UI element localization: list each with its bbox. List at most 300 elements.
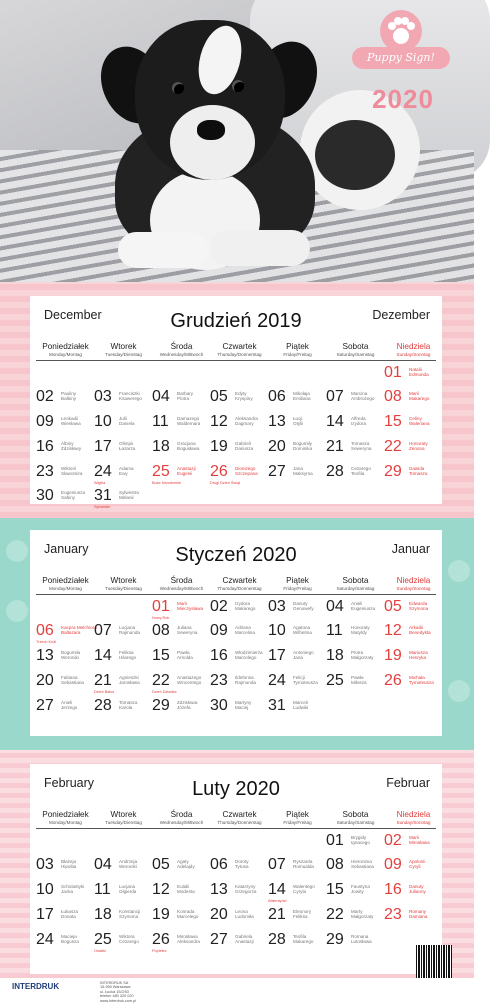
nameday-names bbox=[293, 441, 312, 452]
nameday-name: Karola bbox=[119, 705, 133, 711]
nameday-name: Honoraty bbox=[351, 625, 370, 630]
nameday-name: Sabiny bbox=[61, 495, 76, 501]
nameday-name: Edyty bbox=[235, 391, 247, 396]
nameday-names bbox=[293, 601, 314, 612]
nameday-name: Doroty bbox=[235, 859, 249, 864]
nameday-name: Józefa bbox=[177, 705, 191, 711]
day-number: 21 bbox=[94, 672, 112, 689]
publisher-line: www.interdruk.com.pl bbox=[100, 998, 137, 1003]
nameday-name: Gabriela bbox=[235, 934, 253, 939]
day-number: 16 bbox=[36, 438, 54, 455]
weekday-name-english-german: Saturday/Samstag bbox=[336, 352, 375, 357]
day-number: 22 bbox=[326, 906, 344, 923]
weekday-header bbox=[152, 810, 211, 825]
publisher-logo: INTERDRUK bbox=[12, 982, 60, 991]
nameday-names bbox=[351, 625, 370, 636]
day-number: 15 bbox=[384, 413, 402, 430]
day-cell bbox=[326, 388, 385, 413]
day-cell bbox=[384, 413, 443, 438]
weekday-name-polish: Czwartek bbox=[222, 342, 257, 351]
nameday-names bbox=[351, 675, 367, 686]
nameday-name: Matyldy bbox=[351, 630, 367, 636]
day-cell bbox=[268, 931, 327, 956]
nameday-name: Gabrieli bbox=[235, 441, 251, 446]
nameday-name: Marii bbox=[409, 391, 419, 396]
day-number: 23 bbox=[210, 672, 228, 689]
month-label-german: Dezember bbox=[372, 308, 430, 322]
day-number: 01 bbox=[326, 832, 344, 849]
nameday-names bbox=[235, 625, 255, 636]
day-number: 10 bbox=[94, 413, 112, 430]
nameday-name: Ksawerego bbox=[119, 396, 142, 402]
day-cell bbox=[210, 881, 269, 906]
nameday-name: Gracjana bbox=[177, 441, 196, 446]
day-number: 17 bbox=[36, 906, 54, 923]
weekday-header bbox=[210, 576, 269, 591]
day-number: 04 bbox=[94, 856, 112, 873]
day-number: 23 bbox=[384, 906, 402, 923]
nameday-name: Eulalii bbox=[177, 884, 190, 889]
month-title: Grudzień 2019 bbox=[170, 310, 302, 332]
day-number: 04 bbox=[326, 598, 344, 615]
weekday-header bbox=[152, 576, 211, 591]
puppy-eye-right bbox=[232, 80, 244, 92]
day-number: 26 bbox=[384, 672, 402, 689]
paw-print-decoration bbox=[448, 680, 470, 702]
nameday-name: Piotra bbox=[351, 650, 364, 655]
nameday-name: Ignacego bbox=[351, 840, 370, 846]
nameday-name: Marii bbox=[409, 835, 419, 840]
weekday-header bbox=[384, 810, 443, 825]
nameday-name: Jerzego bbox=[61, 705, 78, 711]
nameday-names bbox=[409, 367, 429, 378]
day-cell bbox=[268, 463, 327, 488]
nameday-name: Michała bbox=[409, 675, 425, 680]
nameday-names bbox=[293, 416, 303, 427]
nameday-name: Anastazji bbox=[177, 466, 196, 471]
nameday-names bbox=[177, 625, 197, 636]
weekday-name-english-german: Monday/Montag bbox=[49, 586, 82, 591]
weekday-header bbox=[326, 342, 385, 357]
nameday-name: Grzegorza bbox=[235, 889, 257, 895]
day-cell bbox=[152, 906, 211, 931]
nameday-name: Ambrożego bbox=[351, 396, 375, 402]
nameday-name: Antoniego bbox=[293, 650, 314, 655]
weekday-name-polish: Czwartek bbox=[222, 810, 257, 819]
nameday-name: Lucjana bbox=[119, 884, 136, 889]
nameday-name: Olgierda bbox=[119, 889, 137, 895]
day-number: 20 bbox=[36, 672, 54, 689]
day-number: 10 bbox=[36, 881, 54, 898]
year-label: 2020 bbox=[372, 84, 434, 114]
nameday-name: Marceli bbox=[293, 700, 308, 705]
nameday-names bbox=[409, 675, 434, 686]
day-cell bbox=[152, 931, 211, 956]
month-label-english: February bbox=[44, 776, 95, 790]
nameday-name: Jacka bbox=[61, 889, 74, 895]
puppy-photo bbox=[0, 0, 474, 282]
nameday-name: Zenona bbox=[409, 446, 425, 452]
day-cell bbox=[210, 438, 269, 463]
nameday-names bbox=[293, 909, 311, 920]
nameday-name: Arnolda bbox=[177, 655, 193, 661]
weekday-header bbox=[384, 342, 443, 357]
day-cell bbox=[36, 647, 95, 672]
day-cell bbox=[94, 622, 153, 647]
weekday-name-polish: Poniedziałek bbox=[42, 810, 89, 819]
day-cell bbox=[94, 463, 153, 488]
weekday-name-english-german: Saturday/Samstag bbox=[336, 820, 375, 825]
nameday-names bbox=[119, 675, 140, 686]
logo-text: Puppy Sign! bbox=[352, 47, 450, 69]
weekday-name-polish: Środa bbox=[170, 576, 193, 585]
nameday-names bbox=[61, 934, 79, 945]
nameday-names bbox=[293, 884, 315, 895]
day-number: 17 bbox=[268, 647, 286, 664]
nameday-names bbox=[61, 416, 81, 427]
day-number: 26 bbox=[210, 463, 228, 480]
day-cell bbox=[94, 697, 153, 722]
day-number: 31 bbox=[94, 487, 112, 504]
day-cell bbox=[268, 672, 327, 697]
day-cell bbox=[152, 622, 211, 647]
nameday-name: Agaty bbox=[177, 859, 189, 864]
footer bbox=[0, 978, 474, 1003]
nameday-names bbox=[235, 909, 254, 920]
weekday-name-english-german: Sunday/Sonntag bbox=[396, 586, 431, 591]
weekday-name-polish: Poniedziałek bbox=[42, 342, 89, 351]
nameday-name: Natalii bbox=[409, 367, 422, 372]
weekday-name-polish: Wtorek bbox=[110, 810, 137, 819]
weekday-header bbox=[152, 342, 211, 357]
month-label-german: Januar bbox=[391, 542, 430, 556]
nameday-name: Weroniki bbox=[61, 655, 79, 661]
day-number: 07 bbox=[326, 388, 344, 405]
nameday-name: Benedykta bbox=[409, 630, 431, 636]
day-cell bbox=[326, 438, 385, 463]
nameday-name: Zdzisława bbox=[177, 700, 198, 705]
day-cell bbox=[326, 647, 385, 672]
day-number: 17 bbox=[94, 438, 112, 455]
weekday-header bbox=[326, 810, 385, 825]
nameday-names bbox=[293, 625, 312, 636]
nameday-name: Łucji bbox=[293, 416, 303, 421]
day-cell bbox=[94, 881, 153, 906]
weekday-header bbox=[210, 810, 269, 825]
day-cell bbox=[210, 622, 269, 647]
nameday-name: Lutosława bbox=[351, 939, 372, 945]
nameday-name: Maksyma bbox=[293, 471, 313, 477]
weekday-name-polish: Niedziela bbox=[396, 810, 431, 819]
nameday-name: Wiktorii bbox=[61, 466, 77, 471]
weekday-name-english-german: Monday/Montag bbox=[49, 352, 82, 357]
day-cell bbox=[384, 622, 443, 647]
nameday-name: Wiktora bbox=[119, 934, 135, 939]
nameday-name: Kryspiny bbox=[235, 396, 253, 402]
nameday-name: Teofila bbox=[351, 471, 365, 477]
nameday-name: Katarzyny bbox=[235, 884, 256, 889]
nameday-names bbox=[351, 835, 370, 846]
nameday-name: Baltazara bbox=[61, 630, 81, 636]
day-cell bbox=[36, 413, 95, 438]
day-cell bbox=[384, 906, 443, 931]
day-cell bbox=[210, 931, 269, 956]
nameday-name: Bogusława bbox=[177, 446, 200, 452]
day-number: 12 bbox=[210, 413, 228, 430]
nameday-name: Sylwestra bbox=[119, 490, 139, 495]
month-title: Styczeń 2020 bbox=[175, 544, 297, 566]
weekday-name-english-german: Wednesday/Mittwoch bbox=[159, 586, 204, 591]
day-number: 28 bbox=[268, 931, 286, 948]
weekday-name-english-german: Wednesday/Mittwoch bbox=[159, 820, 204, 825]
day-cell bbox=[210, 856, 269, 881]
day-cell bbox=[152, 647, 211, 672]
nameday-name: Tymoteusza bbox=[293, 680, 318, 686]
nameday-name: Leona bbox=[235, 909, 248, 914]
nameday-names bbox=[293, 650, 314, 661]
nameday-name: Scholastyki bbox=[61, 884, 85, 889]
day-number: 30 bbox=[210, 697, 228, 714]
nameday-name: Jana bbox=[293, 655, 303, 661]
nameday-name: Albiny bbox=[61, 441, 74, 446]
day-cell bbox=[384, 598, 443, 623]
nameday-name: Marcelego bbox=[235, 655, 257, 661]
month-card-february bbox=[30, 764, 442, 974]
day-number: 25 bbox=[152, 463, 170, 480]
nameday-name: Kacpra Melchiora bbox=[61, 625, 97, 630]
day-cell bbox=[36, 487, 95, 512]
day-number: 08 bbox=[384, 388, 402, 405]
day-cell bbox=[94, 906, 153, 931]
nameday-name: Julianny bbox=[409, 889, 426, 895]
nameday-name: Mieczysława bbox=[177, 606, 204, 612]
nameday-name: Lucjana bbox=[119, 625, 136, 630]
weekday-header bbox=[36, 576, 95, 591]
day-number: 08 bbox=[152, 622, 170, 639]
nameday-name: Julii bbox=[119, 416, 127, 421]
nameday-name: Romualda bbox=[293, 864, 314, 870]
day-cell bbox=[152, 598, 211, 623]
holiday-label: Dzień Dziadka bbox=[152, 690, 177, 694]
nameday-name: Adriana bbox=[235, 625, 251, 630]
nameday-name: Marcina bbox=[351, 391, 368, 396]
day-cell bbox=[384, 463, 443, 488]
nameday-names bbox=[177, 675, 201, 686]
weekday-name-english-german: Wednesday/Mittwoch bbox=[159, 352, 204, 357]
month-card-january bbox=[30, 530, 442, 736]
nameday-name: Danuty bbox=[293, 601, 308, 606]
day-number: 09 bbox=[384, 856, 402, 873]
nameday-name: Tomasza bbox=[351, 441, 370, 446]
day-number: 05 bbox=[152, 856, 170, 873]
nameday-names bbox=[409, 909, 427, 920]
nameday-name: Otylii bbox=[293, 421, 304, 427]
holiday-label: Nowy Rok bbox=[152, 616, 170, 620]
day-number: 16 bbox=[384, 881, 402, 898]
nameday-name: Szymona bbox=[409, 606, 429, 612]
weekday-name-polish: Niedziela bbox=[396, 342, 431, 351]
nameday-name: Eleonory bbox=[293, 909, 312, 914]
nameday-names bbox=[409, 650, 428, 661]
nameday-name: Anieli bbox=[61, 700, 73, 705]
day-number: 03 bbox=[36, 856, 54, 873]
nameday-names bbox=[177, 909, 198, 920]
publisher-line: ul. Łucka 15/2/53 bbox=[100, 989, 129, 994]
day-cell bbox=[384, 856, 443, 881]
nameday-name: Marcelina bbox=[235, 630, 255, 636]
nameday-name: Ewy bbox=[119, 471, 128, 477]
day-number: 21 bbox=[326, 438, 344, 455]
holiday-label: Trzech Króli bbox=[36, 640, 57, 644]
nameday-name: Rajmunda bbox=[235, 680, 256, 686]
nameday-name: Małgorzaty bbox=[351, 655, 374, 661]
nameday-name: Aleksandra bbox=[235, 416, 258, 421]
nameday-name: Eugenii bbox=[177, 471, 193, 477]
day-number: 09 bbox=[210, 622, 228, 639]
nameday-names bbox=[351, 909, 373, 920]
day-cell bbox=[268, 647, 327, 672]
nameday-names bbox=[61, 909, 78, 920]
day-cell bbox=[268, 388, 327, 413]
puppy-muzzle bbox=[170, 105, 255, 180]
nameday-names bbox=[235, 884, 256, 895]
nameday-name: Piotra bbox=[177, 396, 190, 402]
nameday-names bbox=[61, 700, 77, 711]
nameday-names bbox=[61, 441, 81, 452]
day-cell bbox=[36, 622, 95, 647]
day-number: 20 bbox=[210, 906, 228, 923]
weekday-divider bbox=[36, 360, 436, 361]
day-number: 13 bbox=[36, 647, 54, 664]
holiday-label: Popielec bbox=[152, 949, 167, 953]
nameday-name: Pauliny bbox=[61, 391, 77, 396]
nameday-name: Hipolita bbox=[61, 864, 77, 870]
nameday-name: Andrzeja bbox=[119, 859, 138, 864]
nameday-name: Feliksa bbox=[119, 650, 134, 655]
nameday-name: Ryszarda bbox=[293, 859, 313, 864]
nameday-name: Danuty bbox=[409, 884, 424, 889]
nameday-names bbox=[119, 884, 136, 895]
nameday-names bbox=[119, 909, 140, 920]
nameday-name: Tomasza bbox=[119, 700, 138, 705]
holiday-label: Sylwester bbox=[94, 505, 111, 509]
nameday-name: Damiana bbox=[409, 914, 428, 920]
day-cell bbox=[384, 672, 443, 697]
nameday-name: Dionizego bbox=[235, 466, 256, 471]
day-cell bbox=[152, 881, 211, 906]
nameday-names bbox=[409, 859, 425, 870]
nameday-name: Hieronima bbox=[351, 859, 372, 864]
nameday-names bbox=[235, 391, 253, 402]
nameday-names bbox=[409, 601, 428, 612]
nameday-name: Bogusza bbox=[61, 939, 79, 945]
day-cell bbox=[268, 856, 327, 881]
day-cell bbox=[210, 598, 269, 623]
day-number: 11 bbox=[326, 622, 343, 639]
nameday-names bbox=[177, 859, 195, 870]
nameday-names bbox=[409, 391, 429, 402]
nameday-names bbox=[351, 650, 373, 661]
weekday-header bbox=[94, 576, 153, 591]
nameday-name: Cezarego bbox=[351, 466, 371, 471]
day-cell bbox=[152, 463, 211, 488]
day-number: 19 bbox=[384, 647, 402, 664]
day-number: 29 bbox=[384, 463, 402, 480]
nameday-names bbox=[409, 416, 430, 427]
holiday-label: Walentynki bbox=[268, 899, 287, 903]
weekday-name-polish: Czwartek bbox=[222, 576, 257, 585]
month-title: Luty 2020 bbox=[192, 778, 280, 800]
nameday-name: Konstancji bbox=[119, 909, 141, 914]
nameday-name: Faustyna bbox=[351, 884, 370, 889]
nameday-names bbox=[293, 934, 313, 945]
publisher-line: INTERDRUK SA bbox=[100, 981, 129, 985]
weekday-name-english-german: Thursday/Donnerstag bbox=[217, 820, 262, 825]
nameday-name: Edmunda bbox=[409, 372, 429, 378]
day-cell bbox=[94, 438, 153, 463]
nameday-name: Mariusza bbox=[409, 650, 428, 655]
holiday-label: Boże Narodzenie bbox=[152, 481, 182, 485]
nameday-name: Agnieszki bbox=[119, 675, 139, 680]
day-cell bbox=[384, 647, 443, 672]
day-number: 10 bbox=[268, 622, 286, 639]
nameday-name: Adama bbox=[119, 466, 134, 471]
day-cell bbox=[152, 388, 211, 413]
nameday-name: Dagmary bbox=[235, 421, 254, 427]
day-number: 29 bbox=[152, 697, 170, 714]
puppy-back-spot bbox=[315, 120, 395, 190]
day-cell bbox=[326, 672, 385, 697]
nameday-names bbox=[177, 466, 196, 477]
day-number: 16 bbox=[210, 647, 228, 664]
day-number: 06 bbox=[210, 856, 228, 873]
nameday-name: Mirosława bbox=[409, 840, 430, 846]
day-number: 05 bbox=[210, 388, 228, 405]
nameday-name: Hilarego bbox=[119, 655, 137, 661]
nameday-name: Aleksandra bbox=[177, 939, 200, 945]
day-number: 26 bbox=[152, 931, 170, 948]
nameday-name: Izydora bbox=[235, 601, 251, 606]
puppy-paw-right bbox=[210, 230, 310, 266]
weekday-name-english-german: Tuesday/Dienstag bbox=[105, 352, 142, 357]
nameday-names bbox=[177, 934, 200, 945]
nameday-name: Dawida bbox=[409, 466, 425, 471]
nameday-names bbox=[235, 650, 263, 661]
weekday-name-english-german: Friday/Freitag bbox=[283, 820, 312, 825]
nameday-name: Zdzisławy bbox=[61, 446, 82, 452]
nameday-names bbox=[293, 466, 313, 477]
nameday-name: Damazego bbox=[177, 416, 200, 421]
day-cell bbox=[384, 881, 443, 906]
publisher-line: 15-950 Warszawa bbox=[100, 985, 131, 990]
holiday-label: Ostatki bbox=[94, 949, 106, 953]
nameday-names bbox=[351, 391, 375, 402]
nameday-name: Szczepana bbox=[235, 471, 258, 477]
nameday-name: Modesta bbox=[177, 889, 195, 895]
weekday-header bbox=[210, 342, 269, 357]
puppy-eye-left bbox=[172, 82, 184, 94]
nameday-name: Rajmunda bbox=[119, 630, 140, 636]
puppy-nose bbox=[197, 120, 225, 140]
day-number: 27 bbox=[36, 697, 54, 714]
nameday-name: Melanii bbox=[119, 495, 134, 501]
day-number: 02 bbox=[36, 388, 54, 405]
nameday-names bbox=[177, 601, 203, 612]
day-number: 25 bbox=[94, 931, 112, 948]
day-number: 06 bbox=[268, 388, 286, 405]
nameday-name: Ludwiki bbox=[293, 705, 309, 711]
weekday-name-polish: Niedziela bbox=[396, 576, 431, 585]
